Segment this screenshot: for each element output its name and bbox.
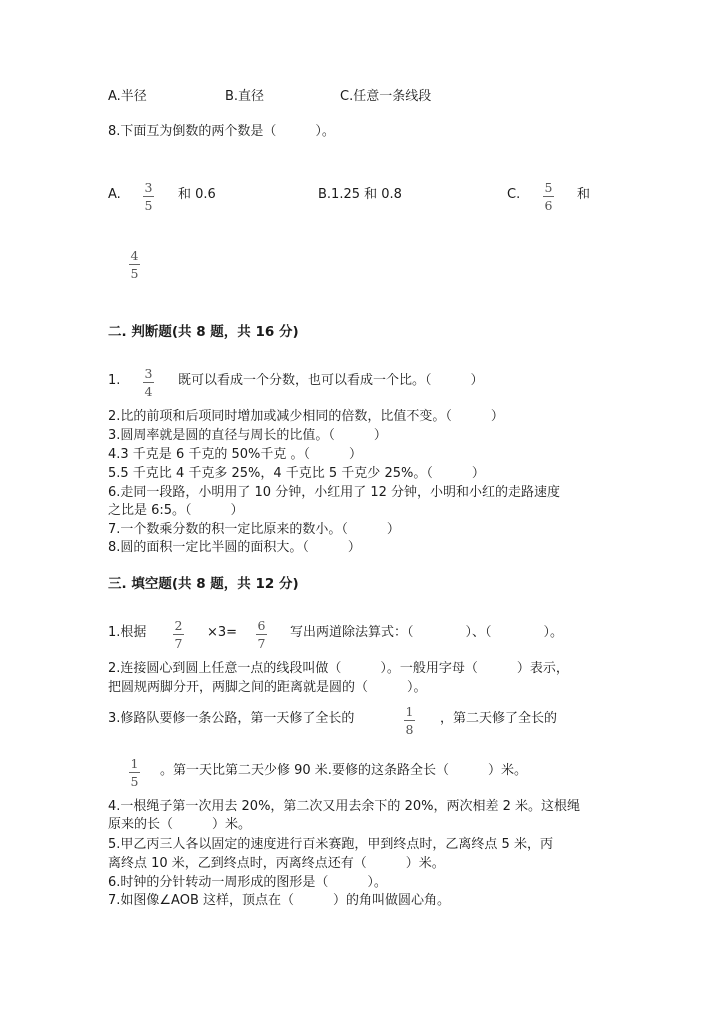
fraction-denominator: 4 bbox=[144, 384, 153, 399]
fraction-denominator: 7 bbox=[257, 636, 266, 651]
fraction-numerator: 5 bbox=[544, 180, 553, 195]
option-a: A.半径 bbox=[108, 89, 147, 104]
s3-q3-text-2: ，第二天修了全长的 bbox=[440, 711, 558, 726]
fraction-numerator: 3 bbox=[144, 366, 153, 381]
fraction-denominator: 7 bbox=[174, 636, 183, 651]
fraction-bar bbox=[143, 382, 154, 383]
s2-line: 7.一个数乘分数的积一定比原来的数小。（ ） bbox=[108, 522, 400, 537]
s3-q2-line-2: 把圆规两脚分开，两脚之间的距离就是圆的（ ）。 bbox=[108, 680, 427, 695]
s3-q1-mid: ×3= bbox=[207, 625, 238, 640]
q8-option-a-fraction bbox=[143, 180, 154, 213]
s2-line: 4.3 千克是 6 千克的 50%千克 。（ ） bbox=[108, 447, 363, 462]
fraction-denominator: 8 bbox=[405, 722, 414, 737]
fraction-bar bbox=[129, 264, 140, 265]
fraction-bar bbox=[143, 196, 154, 197]
fraction-bar bbox=[129, 772, 140, 773]
s2-line: 2.比的前项和后项同时增加或减少相同的倍数，比值不变。（ ） bbox=[108, 409, 504, 424]
s3-q3-fraction-2 bbox=[129, 756, 140, 789]
fraction-denominator: 6 bbox=[544, 198, 553, 213]
s3-line: 7.如图像∠AOB 这样，顶点在（ ）的角叫做圆心角。 bbox=[108, 893, 451, 908]
s3-q1-fraction-2 bbox=[256, 618, 267, 651]
option-c: C.任意一条线段 bbox=[340, 89, 432, 104]
s2-q1-fraction bbox=[143, 366, 154, 399]
q8-option-c-label: C. bbox=[507, 187, 521, 202]
s3-q1-fraction-1 bbox=[173, 618, 184, 651]
s3-line: 6.时钟的分针转动一周形成的图形是（ ）。 bbox=[108, 875, 387, 890]
s3-line: 离终点 10 米，乙到终点时，丙离终点还有（ ）米。 bbox=[108, 856, 445, 871]
fraction-denominator: 5 bbox=[144, 198, 153, 213]
fraction-numerator: 1 bbox=[130, 756, 139, 771]
fraction-bar bbox=[543, 196, 554, 197]
fraction-denominator: 5 bbox=[130, 266, 139, 281]
fraction-numerator: 3 bbox=[144, 180, 153, 195]
s3-q3-text-3: 。第一天比第二天少修 90 米.要修的这条路全长（ ）米。 bbox=[160, 763, 527, 778]
s2-line: 之比是 6:5。（ ） bbox=[108, 503, 244, 518]
q8-option-a-label: A. bbox=[108, 187, 121, 202]
s2-line: 5.5 千克比 4 千克多 25%，4 千克比 5 千克少 25%。（ ） bbox=[108, 466, 485, 481]
s3-q3-fraction-1 bbox=[404, 704, 415, 737]
fraction-numerator: 4 bbox=[130, 248, 139, 263]
s2-line: 8.圆的面积一定比半圆的面积大。（ ） bbox=[108, 540, 361, 555]
s3-q3-text: 3.修路队要修一条公路，第一天修了全长的 bbox=[108, 711, 355, 726]
q8-option-c-tail: 和 bbox=[577, 187, 591, 202]
s3-q2-line-1: 2.连接圆心到圆上任意一点的线段叫做（ ）。一般用字母（ ）表示， bbox=[108, 661, 569, 676]
fraction-denominator: 5 bbox=[130, 774, 139, 789]
s3-line: 4.一根绳子第一次用去 20%，第二次又用去余下的 20%，两次相差 2 米。这根绳 bbox=[108, 799, 580, 814]
fraction-numerator: 2 bbox=[174, 618, 183, 633]
section-2-title: 二. 判断题(共 8 题，共 16 分) bbox=[108, 324, 299, 340]
fraction-bar bbox=[173, 634, 184, 635]
s2-line: 3.圆周率就是圆的直径与周长的比值。（ ） bbox=[108, 428, 387, 443]
q8-option-b: B.1.25 和 0.8 bbox=[318, 187, 402, 202]
q8-option-a-tail: 和 0.6 bbox=[178, 187, 216, 202]
s2-q1-text: 既可以看成一个分数，也可以看成一个比。（ ） bbox=[178, 373, 484, 388]
q8-option-c-fraction bbox=[543, 180, 554, 213]
fraction-bar bbox=[256, 634, 267, 635]
fraction-numerator: 6 bbox=[257, 618, 266, 633]
s2-line: 6.走同一段路，小明用了 10 分钟，小红用了 12 分钟，小明和小红的走路速度 bbox=[108, 485, 561, 500]
fraction-bar bbox=[404, 720, 415, 721]
fraction-numerator: 1 bbox=[405, 704, 414, 719]
section-3-title: 三. 填空题(共 8 题，共 12 分) bbox=[108, 576, 299, 592]
s3-line: 原来的长（ ）米。 bbox=[108, 817, 252, 832]
s3-line: 5.甲乙丙三人各以固定的速度进行百米赛跑，甲到终点时，乙离终点 5 米，丙 bbox=[108, 837, 553, 852]
option-b: B.直径 bbox=[225, 89, 265, 104]
s3-q1-tail: 写出两道除法算式：（ ）、（ ）。 bbox=[290, 625, 564, 640]
q8-option-c-fraction-2 bbox=[129, 248, 140, 281]
s2-q1-label: 1. bbox=[108, 373, 121, 388]
question-8-stem: 8.下面互为倒数的两个数是（ ）。 bbox=[108, 124, 335, 139]
s3-q1-label: 1.根据 bbox=[108, 625, 147, 640]
